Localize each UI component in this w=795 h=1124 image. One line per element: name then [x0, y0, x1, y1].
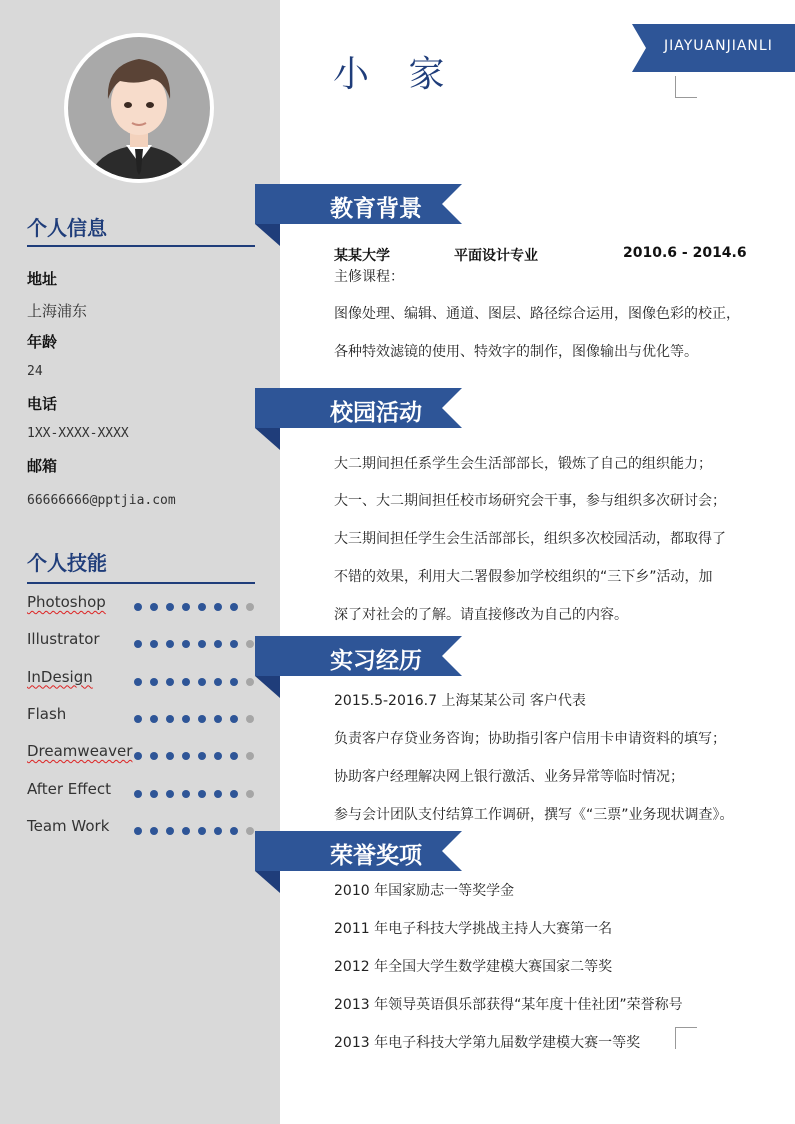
skill-dot-filled	[134, 640, 142, 648]
skill-dot-filled	[214, 752, 222, 760]
skill-level-dots	[134, 640, 254, 648]
skill-dot-filled	[150, 752, 158, 760]
skill-dot-filled	[198, 678, 206, 686]
skill-dot-filled	[230, 827, 238, 835]
skill-dot-filled	[230, 603, 238, 611]
skill-level-dots	[134, 827, 254, 835]
skill-dot-filled	[230, 678, 238, 686]
skill-dot-empty	[246, 790, 254, 798]
skill-dot-filled	[230, 640, 238, 648]
tag-text: JIAYUANJIANLI	[664, 38, 773, 54]
internship-ribbon	[255, 636, 465, 698]
campus-line: 大二期间担任系学生会生活部部长，锻炼了自己的组织能力；	[334, 456, 712, 472]
skill-dot-empty	[246, 603, 254, 611]
age-label: 年龄	[27, 333, 58, 351]
skill-name: Illustrator	[27, 630, 100, 649]
corner-mark-bottom	[675, 1027, 697, 1049]
internship-line: 负责客户存贷业务咨询；协助指引客户信用卡申请资料的填写；	[334, 731, 726, 747]
email-label: 邮箱	[27, 457, 58, 475]
internship-line: 2015.5-2016.7 上海某某公司 客户代表	[334, 693, 586, 709]
sidebar	[0, 0, 280, 1124]
age-value: 24	[27, 364, 43, 379]
skill-level-dots	[134, 603, 254, 611]
skill-dot-filled	[198, 603, 206, 611]
education-title: 教育背景	[330, 196, 422, 222]
skill-dot-filled	[166, 715, 174, 723]
skill-dot-filled	[166, 678, 174, 686]
campus-line: 大三期间担任学生会生活部部长，组织多次校园活动，都取得了	[334, 531, 726, 547]
skill-dot-filled	[198, 640, 206, 648]
course-line: 图像处理、编辑、通道、图层、路径综合运用，图像色彩的校正，	[334, 306, 740, 322]
skill-name: Dreamweaver	[27, 742, 133, 761]
phone-label: 电话	[27, 395, 58, 413]
skill-dot-filled	[182, 640, 190, 648]
skill-name: Team Work	[27, 816, 110, 835]
skill-dot-empty	[246, 678, 254, 686]
skill-dot-filled	[150, 715, 158, 723]
skill-dot-filled	[134, 603, 142, 611]
avatar	[64, 33, 214, 183]
school-name: 某某大学	[334, 248, 390, 264]
skill-dot-filled	[166, 752, 174, 760]
skill-dot-filled	[166, 827, 174, 835]
skill-dot-empty	[246, 640, 254, 648]
honor-line: 2011 年电子科技大学挑战主持人大赛第一名	[334, 921, 613, 937]
honor-line: 2010 年国家励志一等奖学金	[334, 883, 515, 899]
skill-dot-filled	[166, 790, 174, 798]
campus-line: 大一、大二期间担任校市场研究会干事，参与组织多次研讨会；	[334, 493, 726, 509]
phone-value: 1XX-XXXX-XXXX	[27, 426, 129, 441]
skill-dot-empty	[246, 752, 254, 760]
honors-title: 荣誉奖项	[330, 843, 422, 869]
skill-level-dots	[134, 715, 254, 723]
address-value: 上海浦东	[27, 302, 88, 320]
skill-level-dots	[134, 678, 254, 686]
skill-dot-filled	[230, 715, 238, 723]
skill-dot-filled	[134, 752, 142, 760]
skill-dot-empty	[246, 827, 254, 835]
campus-ribbon	[255, 388, 465, 450]
education-ribbon	[255, 184, 465, 246]
skill-name: After Effect	[27, 779, 111, 798]
skill-dot-filled	[182, 715, 190, 723]
candidate-name: 小 家	[333, 54, 459, 95]
skill-dot-filled	[166, 640, 174, 648]
corner-mark-top	[675, 76, 697, 98]
campus-line: 不错的效果，利用大二署假参加学校组织的“三下乡”活动，加	[334, 569, 713, 585]
skill-dot-filled	[150, 790, 158, 798]
skill-dot-filled	[214, 827, 222, 835]
skill-dot-filled	[182, 678, 190, 686]
skill-level-dots	[134, 752, 254, 760]
skill-dot-filled	[230, 752, 238, 760]
skill-dot-filled	[198, 752, 206, 760]
skills-title: 个人技能	[27, 551, 107, 575]
internship-line: 参与会计团队支付结算工作调研，撰写《“三票”业务现状调查》。	[334, 807, 734, 823]
skill-dot-filled	[214, 790, 222, 798]
avatar-illustration	[68, 37, 210, 179]
personal-info-divider	[27, 245, 255, 247]
personal-info-title: 个人信息	[27, 216, 107, 240]
study-period: 2010.6 - 2014.6	[623, 245, 747, 261]
skill-dot-filled	[182, 827, 190, 835]
internship-line: 协助客户经理解决网上银行激活、业务异常等临时情况；	[334, 769, 684, 785]
skill-dot-filled	[182, 752, 190, 760]
skill-dot-filled	[198, 790, 206, 798]
honor-line: 2012 年全国大学生数学建模大赛国家二等奖	[334, 959, 613, 975]
skill-dot-filled	[214, 603, 222, 611]
skill-level-dots	[134, 790, 254, 798]
skill-dot-filled	[134, 678, 142, 686]
honor-line: 2013 年电子科技大学第九届数学建模大赛一等奖	[334, 1035, 641, 1051]
skill-dot-filled	[134, 790, 142, 798]
address-label: 地址	[27, 270, 58, 288]
skill-dot-filled	[150, 827, 158, 835]
skill-dot-filled	[214, 640, 222, 648]
skill-name: InDesign	[27, 667, 93, 686]
skill-dot-filled	[198, 715, 206, 723]
courses-label: 主修课程：	[334, 269, 404, 285]
skill-dot-filled	[182, 790, 190, 798]
skill-dot-filled	[182, 603, 190, 611]
skill-dot-filled	[150, 603, 158, 611]
campus-line: 深了对社会的了解。请直接修改为自己的内容。	[334, 607, 628, 623]
campus-title: 校园活动	[330, 400, 422, 426]
skill-dot-filled	[214, 715, 222, 723]
major-name: 平面设计专业	[454, 248, 538, 264]
skill-dot-empty	[246, 715, 254, 723]
skill-dot-filled	[134, 827, 142, 835]
skill-name: Photoshop	[27, 593, 106, 611]
skill-dot-filled	[150, 678, 158, 686]
internship-title: 实习经历	[330, 648, 422, 674]
skill-dot-filled	[134, 715, 142, 723]
skills-divider	[27, 582, 255, 584]
email-value: 66666666@pptjia.com	[27, 493, 176, 508]
skill-dot-filled	[166, 603, 174, 611]
skill-name: Flash	[27, 704, 67, 723]
skill-dot-filled	[198, 827, 206, 835]
skill-dot-filled	[150, 640, 158, 648]
skill-dot-filled	[230, 790, 238, 798]
skill-dot-filled	[214, 678, 222, 686]
course-line: 各种特效滤镜的使用、特效字的制作，图像输出与优化等。	[334, 344, 698, 360]
honor-line: 2013 年领导英语俱乐部获得“某年度十佳社团”荣誉称号	[334, 997, 683, 1013]
